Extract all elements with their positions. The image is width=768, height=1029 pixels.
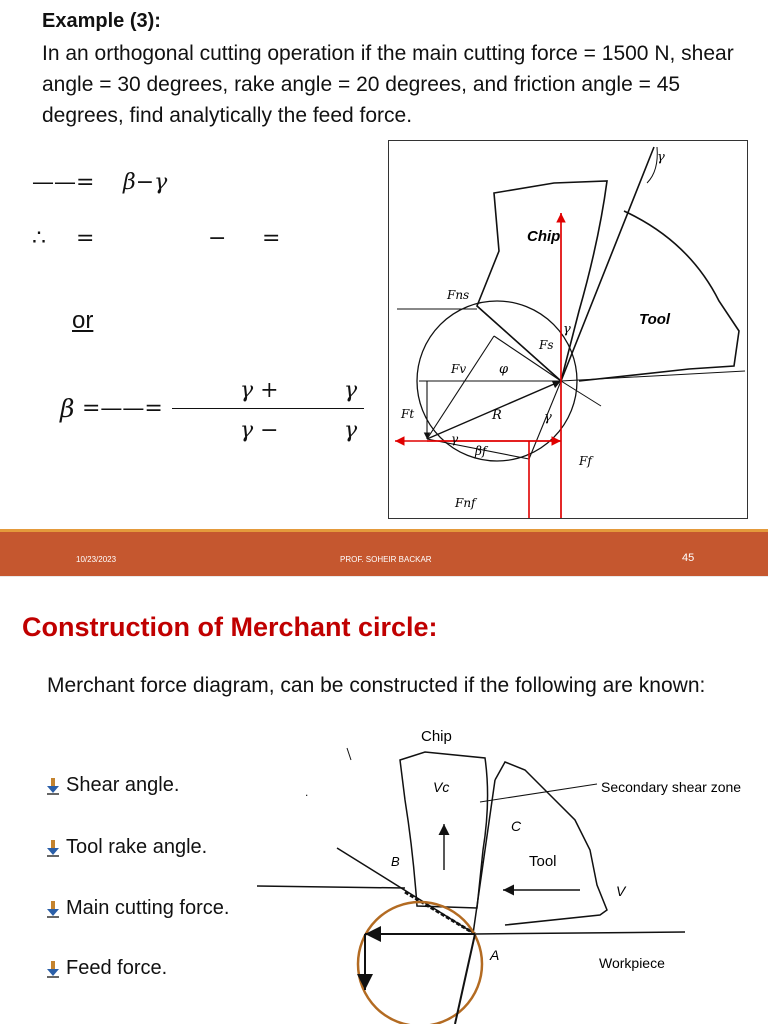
equation-2-equals-1: = bbox=[76, 226, 95, 251]
merchant-force-diagram bbox=[389, 141, 747, 518]
tool-rake-face bbox=[473, 780, 495, 934]
equation-3-num-a: γ + bbox=[240, 378, 279, 403]
intro-text: Merchant force diagram, can be constructed if the following are known: bbox=[47, 674, 706, 697]
label-r: R bbox=[492, 408, 502, 423]
equation-1-lhs: ——= bbox=[32, 170, 95, 195]
label-c: C bbox=[511, 818, 522, 834]
resultant-line bbox=[455, 934, 475, 1024]
bullet-text: Shear angle. bbox=[66, 774, 180, 796]
label-beta-f: βf bbox=[475, 444, 487, 458]
bullet-text: Main cutting force. bbox=[66, 897, 230, 919]
page-number: 45 bbox=[682, 552, 695, 564]
equation-1-rhs: β−γ bbox=[123, 170, 168, 195]
footer-author: PROF. SOHEIR BACKAR bbox=[340, 555, 432, 564]
bullet-text: Tool rake angle. bbox=[66, 836, 208, 858]
label-fv: Fv bbox=[451, 362, 467, 376]
workpiece-top-left bbox=[257, 886, 405, 888]
example-heading: Example (3): bbox=[42, 10, 161, 32]
down-arrow-bullet-icon bbox=[44, 900, 62, 918]
label-gamma-low: γ bbox=[544, 410, 552, 425]
equation-3-den-a: γ − bbox=[240, 418, 279, 443]
label-vc: Vc bbox=[433, 779, 450, 795]
label-ff: Ff bbox=[579, 454, 592, 468]
label-secondary-shear-zone: Secondary shear zone bbox=[601, 779, 742, 795]
label-tool: Tool bbox=[529, 853, 557, 870]
bullet-text: Feed force. bbox=[66, 957, 168, 979]
equation-3-num-b: γ bbox=[344, 378, 358, 403]
down-arrow-bullet-icon bbox=[44, 960, 62, 978]
down-arrow-bullet-icon bbox=[44, 777, 62, 795]
stray-dot: . bbox=[305, 785, 309, 799]
equation-3-den-b: γ bbox=[344, 418, 358, 443]
label-ft: Ft bbox=[401, 407, 415, 421]
label-chip: Chip bbox=[527, 228, 561, 245]
label-chip: Chip bbox=[421, 728, 452, 745]
workpiece-surface bbox=[475, 932, 685, 934]
label-gamma-bottom: γ bbox=[451, 432, 459, 446]
chip-line-left bbox=[347, 748, 351, 760]
bullet-item bbox=[44, 897, 229, 920]
bullet-item bbox=[44, 836, 207, 859]
label-workpiece: Workpiece bbox=[599, 955, 665, 971]
label-fs: Fs bbox=[539, 338, 554, 352]
merchant-circle bbox=[358, 902, 482, 1024]
bullet-item bbox=[44, 774, 179, 797]
footer-date: 10/23/2023 bbox=[76, 555, 117, 564]
secondary-pointer bbox=[480, 784, 597, 802]
equation-3-beta: β bbox=[60, 394, 75, 423]
fs-line bbox=[427, 336, 494, 439]
tool-outline bbox=[495, 762, 607, 925]
label-v: V bbox=[616, 883, 626, 899]
down-arrow-bullet-icon bbox=[44, 839, 62, 857]
problem-statement: In an orthogonal cutting operation if the main cutting force = 1500 N, shear angle = 30 degrees, rake angle = 20 degrees, and friction angle = 45 degrees, find analytically the feed force. bbox=[42, 42, 734, 127]
ff-extension bbox=[561, 381, 601, 406]
merchant-circle-figure bbox=[255, 720, 768, 1024]
equation-2-minus: − bbox=[208, 226, 227, 251]
label-fnf: Fnf bbox=[455, 496, 476, 510]
label-phi: φ bbox=[499, 362, 509, 377]
equation-3-mid: =——= bbox=[82, 396, 163, 421]
label-a: A bbox=[490, 947, 500, 963]
label-tool: Tool bbox=[639, 311, 671, 328]
equation-2-equals-2: = bbox=[262, 226, 281, 251]
slide-title: Construction of Merchant circle: bbox=[22, 612, 438, 642]
label-gamma-top: γ bbox=[657, 150, 665, 165]
bullet-item bbox=[44, 957, 167, 980]
merchant-force-figure bbox=[388, 140, 748, 519]
fraction-bar bbox=[172, 408, 364, 409]
label-fns: Fns bbox=[447, 288, 470, 302]
therefore-symbol: ∴ bbox=[32, 226, 46, 251]
or-label: or bbox=[72, 307, 94, 334]
label-b: B bbox=[391, 854, 400, 869]
merchant-circle-diagram bbox=[255, 720, 768, 1024]
label-gamma-mid: γ bbox=[563, 322, 571, 337]
